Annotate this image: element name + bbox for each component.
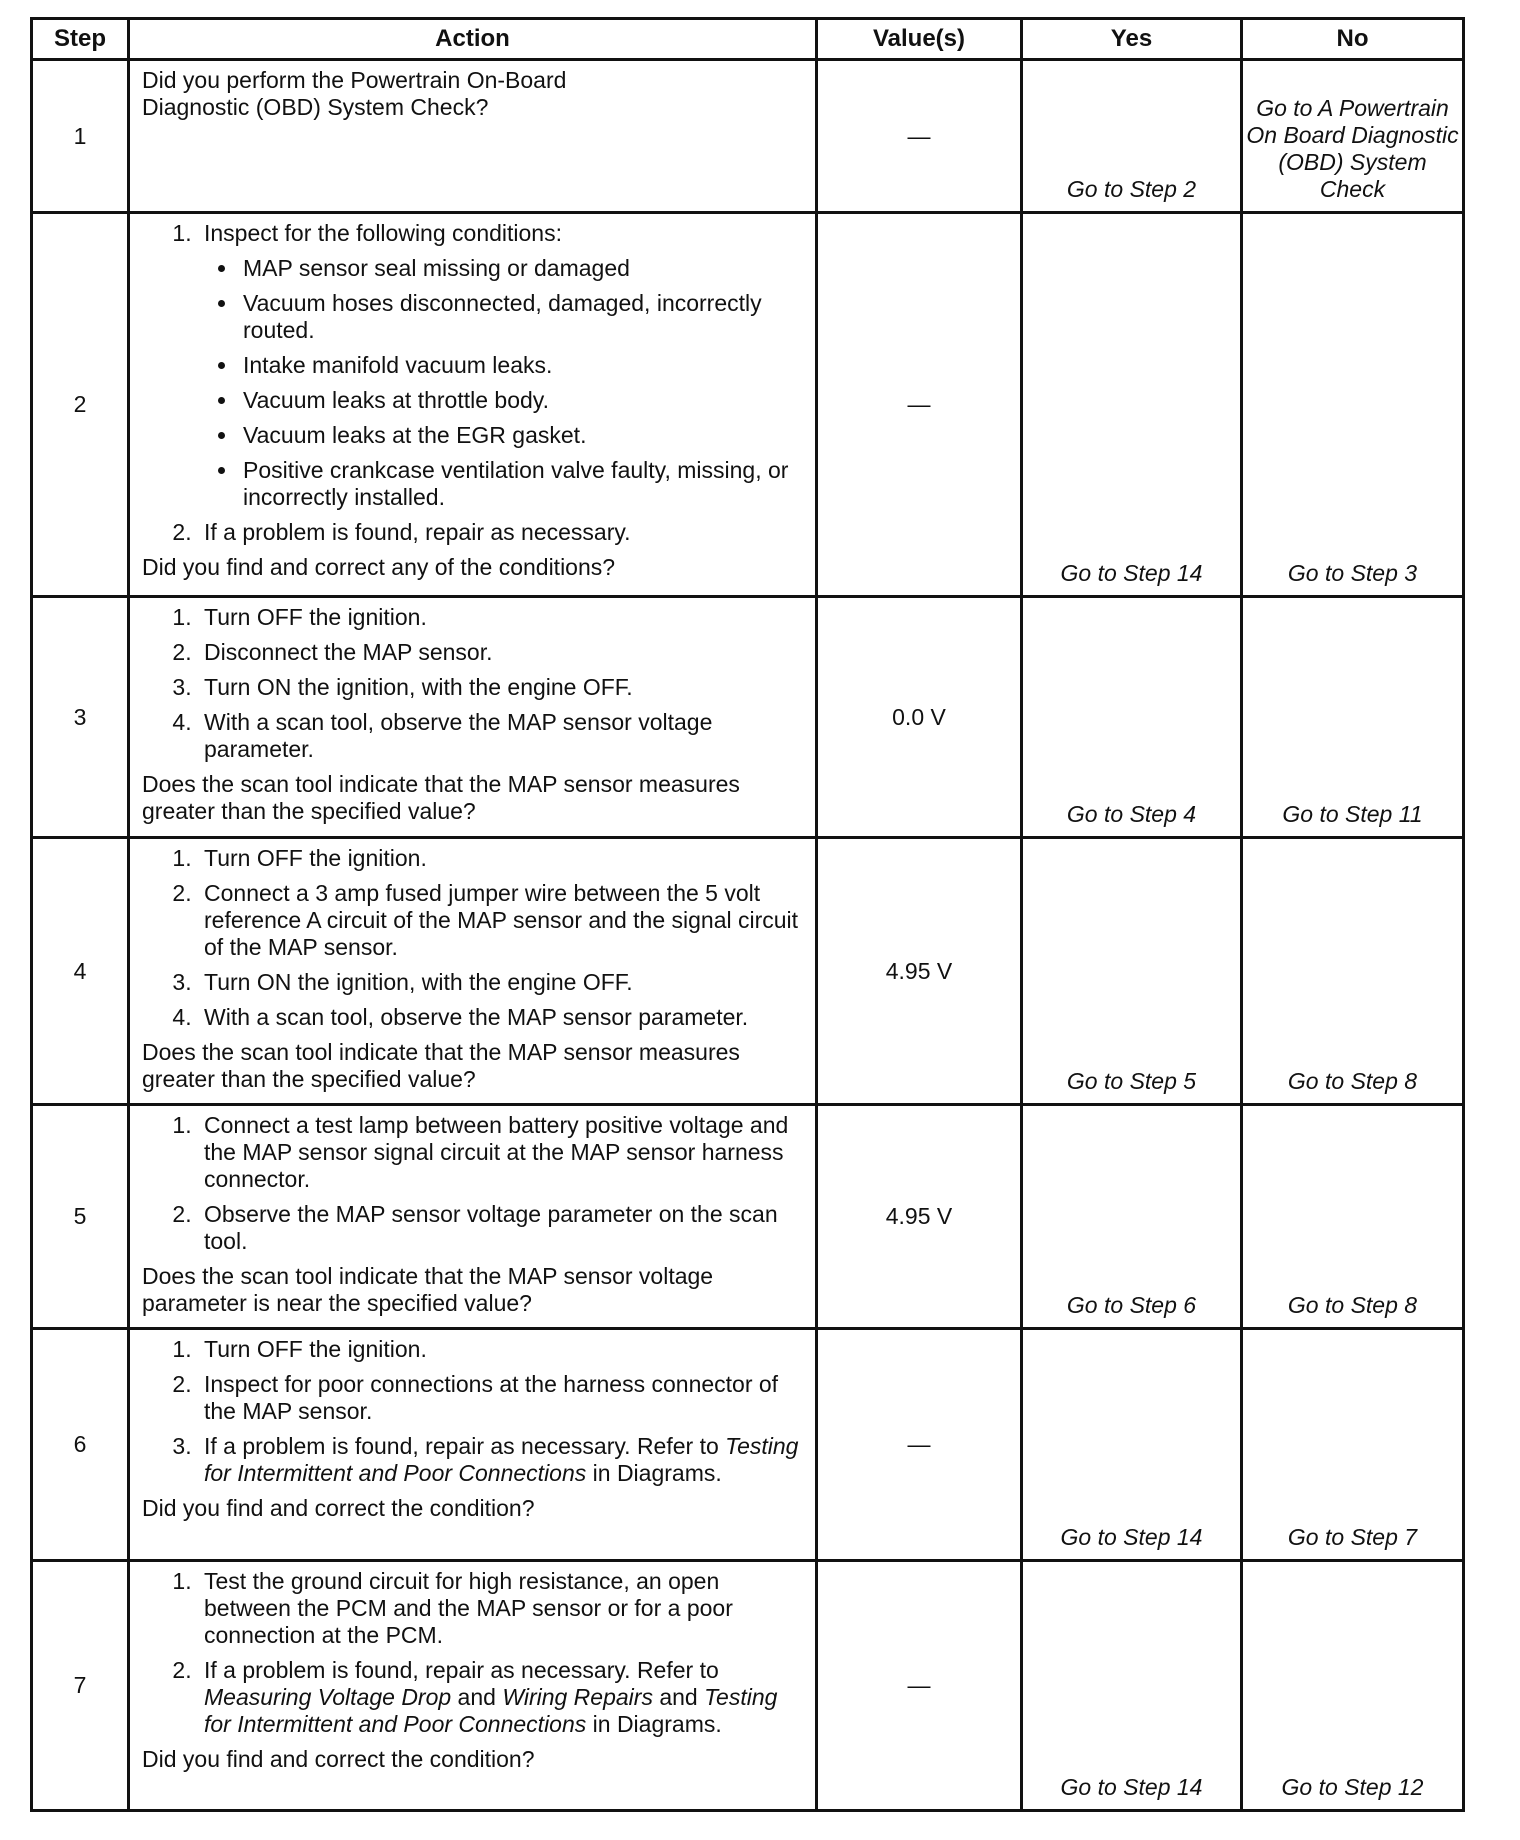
action-step: 3. Turn ON the ignition, with the engine OFF. (198, 674, 809, 701)
action-step: 1. Test the ground circuit for high resistance, an open between the PCM and the MAP sensor or for a poor connection at the PCM. (198, 1568, 809, 1649)
no-cell: Go to Step 3 (1242, 213, 1464, 597)
no-cell: Go to Step 8 (1242, 838, 1464, 1105)
action-steps (142, 845, 809, 1031)
action-question: Did you find and correct the condition? (142, 1746, 535, 1772)
action-question: Did you find and correct any of the conditions? (142, 554, 616, 580)
action-cell (129, 838, 817, 1105)
table-row (32, 1561, 1464, 1811)
header-step: Step (32, 19, 129, 60)
reference-link[interactable]: Measuring Voltage Drop (204, 1684, 452, 1710)
yes-cell: Go to Step 14 (1022, 1561, 1242, 1811)
action-step-text: If a problem is found, repair as necessary. Refer to (204, 1657, 719, 1683)
table-row (32, 1105, 1464, 1329)
table-row (32, 838, 1464, 1105)
action-question: Does the scan tool indicate that the MAP sensor measures greater than the specified value? (142, 771, 740, 824)
yes-cell: Go to Step 5 (1022, 838, 1242, 1105)
action-cell (129, 1329, 817, 1561)
action-step: 4. With a scan tool, observe the MAP sensor parameter. (198, 1004, 809, 1031)
table-row (32, 213, 1464, 597)
action-step-text: and (451, 1684, 503, 1710)
action-cell (129, 597, 817, 838)
value-cell: — (817, 60, 1022, 213)
no-cell: Go to Step 7 (1242, 1329, 1464, 1561)
yes-cell: Go to Step 4 (1022, 597, 1242, 838)
condition-item: • Positive crankcase ventilation valve faulty, missing, or incorrectly installed. (239, 457, 809, 511)
action-question: Did you find and correct the condition? (142, 1495, 535, 1521)
action-question: Does the scan tool indicate that the MAP sensor measures greater than the specified value? (142, 1039, 740, 1092)
no-prefix: Go to (1256, 95, 1318, 121)
action-steps (142, 220, 809, 546)
table-row (32, 60, 1464, 213)
action-step: 2. If a problem is found, repair as necessary. (198, 519, 809, 546)
action-step-text: and (652, 1684, 705, 1710)
action-step-text: in Diagrams. (586, 1711, 722, 1737)
action-step-text: in Diagrams. (586, 1460, 722, 1486)
condition-item: • Intake manifold vacuum leaks. (239, 352, 809, 379)
reference-link[interactable]: Wiring Repairs (502, 1684, 653, 1710)
action-step: 1. Connect a test lamp between battery positive voltage and the MAP sensor signal circuit at the MAP sensor harness connector. (198, 1112, 809, 1193)
condition-item: • Vacuum leaks at the EGR gasket. (239, 422, 809, 449)
header-row (32, 19, 1464, 60)
value-cell: — (817, 1561, 1022, 1811)
header-no: No (1242, 19, 1464, 60)
action-question: Did you perform the Powertrain On-Board Diagnostic (OBD) System Check? (142, 67, 567, 120)
step-number: 7 (32, 1561, 129, 1811)
no-cell: Go to Step 11 (1242, 597, 1464, 838)
condition-item: • Vacuum leaks at throttle body. (239, 387, 809, 414)
header-yes: Yes (1022, 19, 1242, 60)
step-number: 6 (32, 1329, 129, 1561)
action-question: Does the scan tool indicate that the MAP sensor voltage parameter is near the specified value? (142, 1263, 714, 1316)
table-row (32, 1329, 1464, 1561)
action-step: 2. Inspect for poor connections at the harness connector of the MAP sensor. (198, 1371, 809, 1425)
action-cell (129, 1105, 817, 1329)
action-cell (129, 60, 817, 213)
action-step-text: Inspect for the following conditions: (204, 220, 562, 246)
yes-cell: Go to Step 6 (1022, 1105, 1242, 1329)
action-step: 3. Turn ON the ignition, with the engine OFF. (198, 969, 809, 996)
value-cell: 4.95 V (817, 1105, 1022, 1329)
action-step: 2. Observe the MAP sensor voltage parameter on the scan tool. (198, 1201, 809, 1255)
step-number: 1 (32, 60, 129, 213)
step-number: 2 (32, 213, 129, 597)
condition-item: • MAP sensor seal missing or damaged (239, 255, 809, 282)
action-cell (129, 213, 817, 597)
step-number: 4 (32, 838, 129, 1105)
no-cell: Go to Step 12 (1242, 1561, 1464, 1811)
action-steps (142, 604, 809, 763)
condition-list (204, 255, 809, 511)
step-number: 5 (32, 1105, 129, 1329)
action-steps (142, 1336, 809, 1487)
action-step (198, 1433, 809, 1487)
no-reference: A Powertrain On Board Diagnostic (OBD) System Check (1246, 95, 1459, 202)
action-step (198, 220, 809, 511)
value-cell: — (817, 1329, 1022, 1561)
value-cell: 0.0 V (817, 597, 1022, 838)
action-cell (129, 1561, 817, 1811)
action-steps (142, 1112, 809, 1255)
yes-cell: Go to Step 14 (1022, 1329, 1242, 1561)
action-step: 2. Connect a 3 amp fused jumper wire between the 5 volt reference A circuit of the MAP sensor and the signal circuit of the MAP sensor. (198, 880, 809, 961)
yes-cell: Go to Step 2 (1022, 60, 1242, 213)
condition-item: • Vacuum hoses disconnected, damaged, incorrectly routed. (239, 290, 809, 344)
header-values: Value(s) (817, 19, 1022, 60)
action-step: 1. Turn OFF the ignition. (198, 604, 809, 631)
value-cell: — (817, 213, 1022, 597)
no-cell: Go to Step 8 (1242, 1105, 1464, 1329)
header-action: Action (129, 19, 817, 60)
reference-link[interactable]: Testing for Intermittent and Poor Connections (204, 1684, 778, 1737)
value-cell: 4.95 V (817, 838, 1022, 1105)
action-step: 4. With a scan tool, observe the MAP sensor voltage parameter. (198, 709, 809, 763)
diagnostic-table (30, 17, 1465, 1812)
reference-link[interactable]: Testing for Intermittent and Poor Connections (204, 1433, 799, 1486)
action-step-text: If a problem is found, repair as necessary. Refer to (204, 1433, 726, 1459)
table-row (32, 597, 1464, 838)
no-cell (1242, 60, 1464, 213)
action-steps (142, 1568, 809, 1738)
action-step: 1. Turn OFF the ignition. (198, 845, 809, 872)
yes-cell: Go to Step 14 (1022, 213, 1242, 597)
action-step (198, 1657, 809, 1738)
action-step: 1. Turn OFF the ignition. (198, 1336, 809, 1363)
action-step: 2. Disconnect the MAP sensor. (198, 639, 809, 666)
step-number: 3 (32, 597, 129, 838)
